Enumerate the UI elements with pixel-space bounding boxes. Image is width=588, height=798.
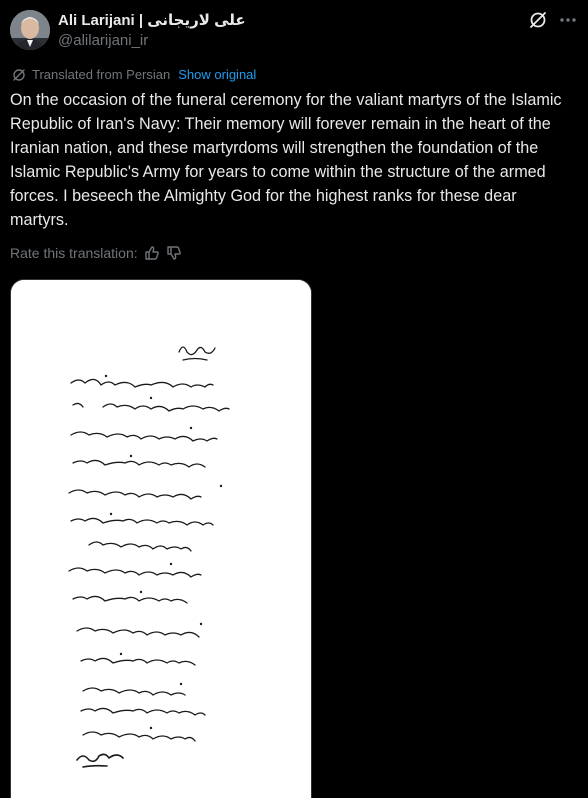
more-icon[interactable] [558,10,578,30]
show-original-link[interactable]: Show original [178,67,257,82]
author-handle[interactable]: @alilarijani_ir [58,32,149,49]
translation-notice-text: Translated from Persian [32,67,171,82]
rate-translation [10,245,182,261]
thumbs-down-icon[interactable] [166,245,182,261]
person-avatar-icon [10,10,50,50]
rate-translation-label: Rate this translation: [10,245,138,261]
handwritten-note-image[interactable] [10,279,312,798]
tweet-text: On the occasion of the funeral ceremony for the valiant martyrs of the Islamic Republic of Iran's Navy: Their memory will forever remain in the heart of the Iranian nation, and these martyrdoms will strengthen the foundation of the Islamic Republic's Army for years to come within the structure of the armed forces. I beseech the Almighty God for the highest ranks for these dear martyrs. [10,91,562,229]
translation-notice [12,67,256,82]
grok-icon[interactable] [528,10,548,30]
author-name-row[interactable] [58,11,246,29]
thumbs-up-icon[interactable] [144,245,160,261]
handwriting-scribbles [11,280,312,798]
author-display-name[interactable]: Ali Larijani | علی لاریجانی [58,12,246,29]
translate-icon [12,68,26,82]
author-avatar[interactable] [10,10,50,50]
